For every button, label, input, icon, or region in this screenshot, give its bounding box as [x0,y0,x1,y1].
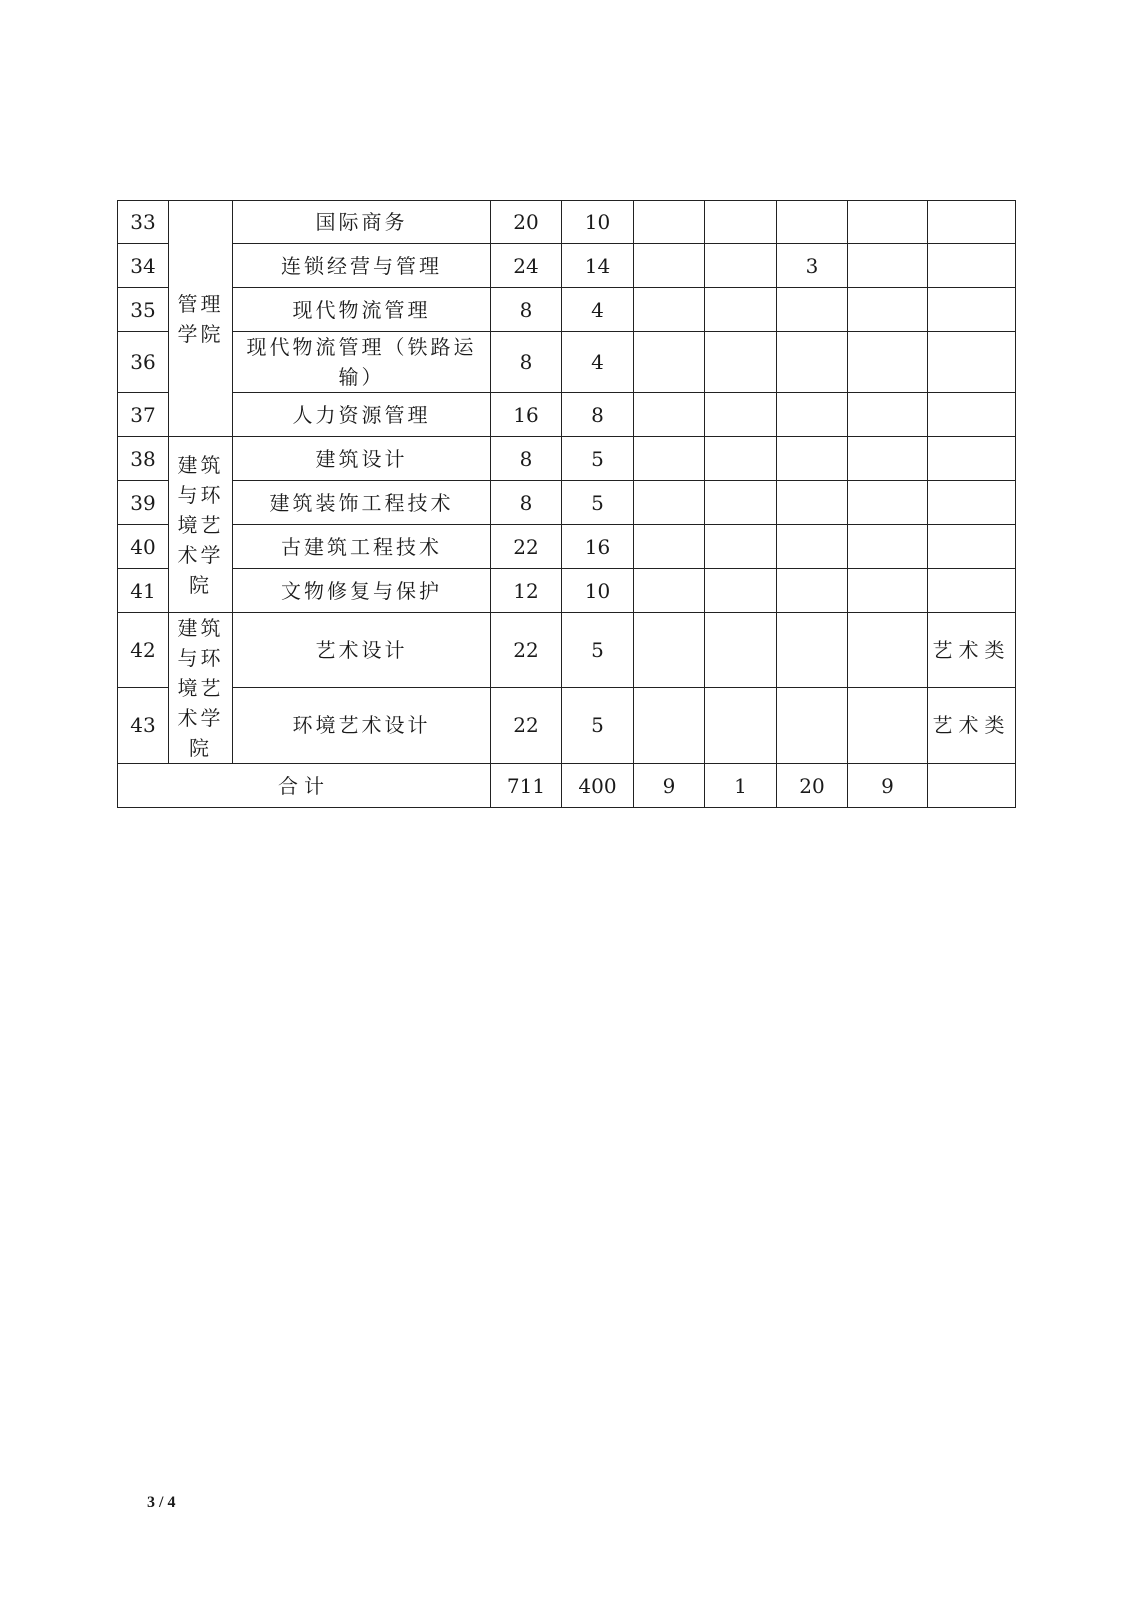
table-row [118,288,1016,332]
plan-count [705,288,777,332]
plan-count [777,525,848,569]
plan-count [705,201,777,244]
plan-count: 5 [562,687,634,763]
plan-count: 3 [777,244,848,288]
total-label: 合计 [118,764,491,808]
plan-count [705,569,777,613]
plan-count: 16 [562,525,634,569]
major-name: 现代物流管理（铁路运输） [233,332,491,393]
plan-count [634,613,705,688]
row-number: 35 [118,288,169,332]
plan-count: 14 [562,244,634,288]
plan-count [777,687,848,763]
row-number: 33 [118,201,169,244]
table-row [118,525,1016,569]
row-number: 36 [118,332,169,393]
plan-count: 20 [491,201,562,244]
plan-count: 4 [562,288,634,332]
plan-count: 5 [562,481,634,525]
plan-count: 10 [562,569,634,613]
plan-count [634,332,705,393]
plan-count [848,288,928,332]
major-name: 建筑设计 [233,437,491,481]
plan-count [705,481,777,525]
plan-count: 8 [491,481,562,525]
note: 艺术类 [928,613,1016,688]
table-row [118,613,1016,688]
note [928,288,1016,332]
plan-count: 24 [491,244,562,288]
plan-count [634,569,705,613]
plan-count [634,481,705,525]
plan-count [848,332,928,393]
row-number: 39 [118,481,169,525]
table-row [118,481,1016,525]
plan-count [848,393,928,437]
plan-count: 22 [491,687,562,763]
table-row [118,437,1016,481]
plan-count: 8 [491,288,562,332]
major-name: 艺术设计 [233,613,491,688]
total-count: 400 [562,764,634,808]
table-row [118,201,1016,244]
plan-count [848,201,928,244]
row-number: 41 [118,569,169,613]
plan-count [848,244,928,288]
major-name: 国际商务 [233,201,491,244]
plan-count [848,437,928,481]
plan-count: 8 [491,332,562,393]
plan-count [705,244,777,288]
plan-count: 10 [562,201,634,244]
row-number: 34 [118,244,169,288]
plan-count [634,525,705,569]
note [928,437,1016,481]
plan-count [777,201,848,244]
row-number: 42 [118,613,169,688]
major-name: 连锁经营与管理 [233,244,491,288]
plan-count [705,687,777,763]
total-count: 9 [634,764,705,808]
total-count: 711 [491,764,562,808]
plan-count [848,613,928,688]
plan-count [634,437,705,481]
row-number: 43 [118,687,169,763]
plan-count: 12 [491,569,562,613]
row-number: 38 [118,437,169,481]
total-count: 9 [848,764,928,808]
plan-count [777,613,848,688]
table-row [118,687,1016,763]
plan-count [777,288,848,332]
plan-count [705,613,777,688]
plan-count [848,481,928,525]
table-row [118,332,1016,393]
row-number: 40 [118,525,169,569]
plan-count [634,201,705,244]
note [928,569,1016,613]
plan-count [705,332,777,393]
major-name: 文物修复与保护 [233,569,491,613]
total-count: 1 [705,764,777,808]
college-cell [169,201,233,437]
table-row [118,244,1016,288]
note [928,481,1016,525]
table-row [118,569,1016,613]
plan-count [705,393,777,437]
plan-count: 22 [491,613,562,688]
college-cell [169,613,233,764]
page-number: 3 / 4 [147,1494,176,1511]
plan-count: 8 [491,437,562,481]
plan-count [705,437,777,481]
row-number: 37 [118,393,169,437]
major-name: 古建筑工程技术 [233,525,491,569]
total-count: 20 [777,764,848,808]
plan-count [777,569,848,613]
college-name: 建筑与环境艺术学院 [177,616,224,760]
plan-count [634,244,705,288]
note [928,764,1016,808]
plan-count [634,687,705,763]
total-row [118,764,1016,808]
college-cell [169,437,233,613]
college-name: 建筑与环境艺术学院 [177,452,224,597]
plan-count [634,393,705,437]
plan-count [705,525,777,569]
major-name: 人力资源管理 [233,393,491,437]
note [928,332,1016,393]
enrollment-plan-table [117,200,1016,808]
note [928,393,1016,437]
plan-count [777,481,848,525]
plan-count: 22 [491,525,562,569]
table-row [118,393,1016,437]
plan-count: 5 [562,613,634,688]
plan-count [777,332,848,393]
plan-count [848,525,928,569]
plan-count: 5 [562,437,634,481]
major-name: 环境艺术设计 [233,687,491,763]
plan-count: 16 [491,393,562,437]
plan-count [848,569,928,613]
note [928,201,1016,244]
plan-count [777,437,848,481]
note [928,525,1016,569]
plan-count [634,288,705,332]
plan-count: 4 [562,332,634,393]
note: 艺术类 [928,687,1016,763]
note [928,244,1016,288]
major-name: 建筑装饰工程技术 [233,481,491,525]
major-name: 现代物流管理 [233,288,491,332]
plan-count [848,687,928,763]
plan-count [777,393,848,437]
college-name: 管理学院 [177,291,224,346]
plan-count: 8 [562,393,634,437]
